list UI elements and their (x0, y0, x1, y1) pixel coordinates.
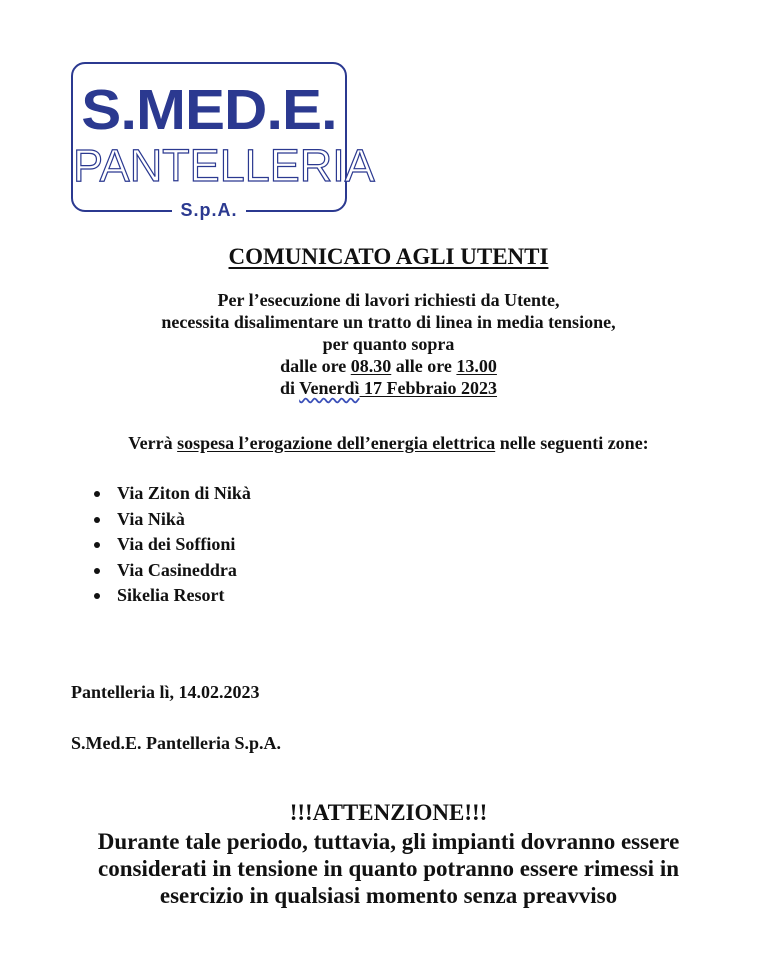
attention-title: !!!ATTENZIONE!!! (289, 800, 488, 825)
bullet-icon (94, 542, 100, 548)
bullet-icon (94, 593, 100, 599)
attention-warning: Durante tale periodo, tuttavia, gli impianti dovranno essere considerati in tensione in quanto potranno essere rimessi in esercizio in qualsiasi momento senza preavviso (97, 829, 680, 908)
list-item: Via Ziton di Nikà (94, 481, 251, 507)
logo-company-acronym: S.MED.E. (81, 77, 337, 142)
outage-weekday: Venerdì (299, 378, 360, 398)
list-item: Via Nikà (94, 507, 251, 533)
logo-company-location: PANTELLERIA (73, 140, 375, 191)
end-time: 13.00 (456, 356, 497, 376)
outage-time-range: dalle ore 08.30 alle ore 13.00 (280, 356, 497, 376)
place-and-date: Pantelleria lì, 14.02.2023 (71, 682, 260, 702)
outage-date: di Venerdì 17 Febbraio 2023 (279, 378, 498, 398)
company-signature: S.Med.E. Pantelleria S.p.A. (71, 733, 281, 753)
intro-line-2: necessita disalimentare un tratto di linea in media tensione, (161, 312, 616, 332)
list-item: Via dei Soffioni (94, 532, 251, 558)
intro-line-1: Per l’esecuzione di lavori richiesti da Utente, (217, 290, 560, 310)
notice-title: COMUNICATO AGLI UTENTI (228, 244, 549, 269)
notice-intro (0, 289, 777, 399)
intro-line-3: per quanto sopra (322, 334, 455, 354)
suspension-underlined: sospesa l’erogazione dell’energia elettrica (177, 433, 496, 453)
bullet-icon (94, 517, 100, 523)
list-item: Sikelia Resort (94, 583, 251, 609)
company-logo (71, 62, 375, 220)
logo-company-type: S.p.A. (172, 200, 245, 220)
start-time: 08.30 (350, 356, 392, 376)
affected-zones-list (94, 481, 251, 609)
suspension-statement: Verrà sospesa l’erogazione dell’energia elettrica nelle seguenti zone: (128, 433, 649, 453)
list-item: Via Casineddra (94, 558, 251, 584)
outage-date-rest: 17 Febbraio 2023 (359, 378, 498, 398)
bullet-icon (94, 491, 100, 497)
bullet-icon (94, 568, 100, 574)
